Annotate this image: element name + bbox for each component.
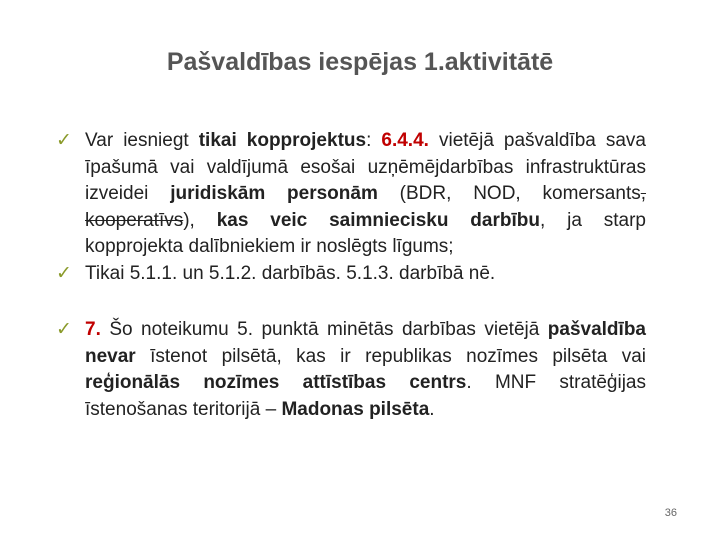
bullet-text: Var iesniegt — [85, 130, 199, 151]
bullet-kopprojekti — [56, 128, 646, 261]
bullet-emphasis: Madonas pilsēta — [281, 398, 430, 420]
page-number: 36 — [664, 507, 677, 519]
bullet-emphasis: juridiskām personām — [170, 183, 378, 204]
bullet-text: ), — [183, 209, 217, 231]
bullet-text: : — [366, 130, 382, 151]
struck-text: , kooperatīvs — [85, 183, 647, 231]
bullet-darbibas — [56, 261, 646, 288]
bullet-highlight: 7. — [85, 319, 101, 340]
bullet-text: vietējā pašvaldība sava īpašumā vai valdījumā esošai uzņēmējdarbības infrastruktūras izveidei — [85, 130, 646, 204]
slide-title: Pašvaldības iespējas 1.aktivitātē — [166, 48, 554, 76]
checkmark-icon: ✓ — [56, 319, 72, 340]
bullet-text: (BDR, NOD, komersants — [377, 183, 641, 204]
bullet-text: , ja starp kopprojekta dalībniekiem ir noslēgts līgums; — [85, 209, 646, 257]
bullet-emphasis: reģionālās nozīmes attīstības centrs — [85, 372, 467, 393]
bullet-emphasis: tikai kopprojektus — [198, 130, 367, 151]
checkmark-icon: ✓ — [56, 130, 72, 151]
bullet-text: Šo noteikumu 5. punktā minētās darbības vietējā — [100, 319, 548, 340]
bullet-list — [56, 128, 646, 423]
bullet-text: . MNF stratēģijas īstenošanas teritorijā – — [85, 372, 646, 420]
bullet-text: Tikai 5.1.1. un 5.1.2. darbībās. 5.1.3. darbībā nē. — [85, 262, 496, 284]
bullet-text: . — [429, 398, 435, 420]
bullet-emphasis: kas veic saimniecisku darbību — [216, 209, 540, 231]
bullet-punkts-7 — [56, 317, 646, 423]
checkmark-icon: ✓ — [56, 262, 72, 284]
bullet-highlight: 6.4.4. — [381, 130, 429, 151]
bullet-emphasis: pašvaldība nevar — [85, 319, 646, 367]
bullet-text: īstenot pilsētā, kas ir republikas nozīmes pilsēta vai — [135, 345, 646, 367]
